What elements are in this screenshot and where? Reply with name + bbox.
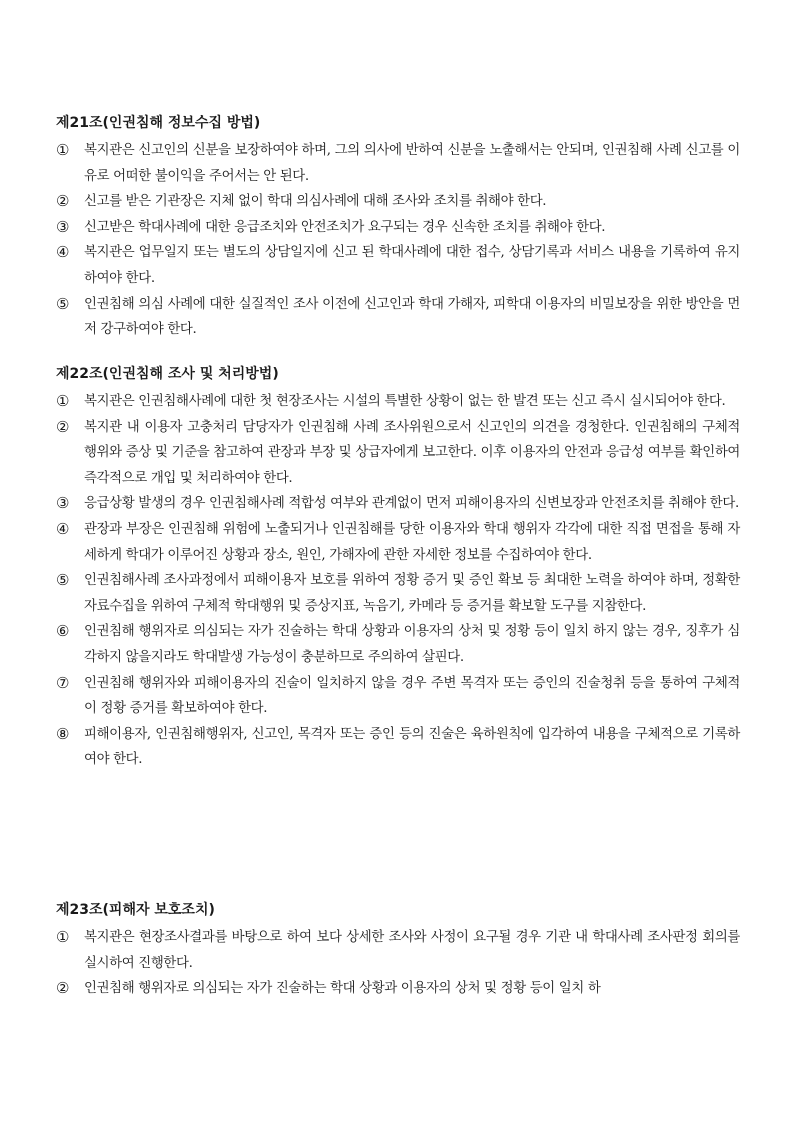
article-23 [56,900,740,1002]
list-item [56,491,740,517]
list-item [56,976,740,1002]
item-text: 피해이용자, 인권침해행위자, 신고인, 목격자 또는 증인 등의 진술은 육하원칙에 입각하여 내용을 구체적으로 기록하여야 한다. [84,726,740,768]
item-number: ③ [56,217,70,236]
item-text: 복지관은 현장조사결과를 바탕으로 하여 보다 상세한 조사와 사정이 요구될 경우 기관 내 학대사례 조사판정 회의를 실시하여 진행한다. [84,930,740,971]
list-item [56,138,740,189]
list-item [56,215,740,241]
item-number: ① [56,928,70,946]
item-number: ⑦ [56,673,70,692]
item-text: 관장과 부장은 인권침해 위험에 노출되거나 인권침해를 당한 이용자와 학대 행위자 각각에 대한 직접 면접을 통해 자세하게 학대가 이루어진 상황과 장소, 원인, 가해자에 관한 자세한 정보를 수집하여야 한다. [84,521,740,563]
list-item [56,722,740,773]
list-item [56,415,740,492]
list-item [56,925,740,976]
article-22 [56,364,740,773]
item-text: 인권침해 행위자로 의심되는 자가 진술하는 학대 상황과 이용자의 상처 및 정황 등이 일치 하 [84,981,601,997]
item-text: 복지관은 업무일지 또는 별도의 상담일지에 신고 된 학대사례에 대한 접수, 상담기록과 서비스 내용을 기록하여 유지하여야 한다. [84,245,740,286]
list-item [56,671,740,722]
item-number: ② [56,192,70,211]
item-text: 응급상황 발생의 경우 인권침해사례 적합성 여부와 관계없이 먼저 피해이용자의 신변보장과 안전조치를 취해야 한다. [84,496,739,512]
item-text: 신고받은 학대사례에 대한 응급조치와 안전조치가 요구되는 경우 신속한 조치를 취해야 한다. [84,219,606,235]
item-text: 복지관은 인권침해사례에 대한 첫 현장조사는 시설의 특별한 상황이 없는 한 발견 또는 신고 즉시 실시되어야 한다. [84,394,726,409]
item-text: 복지관은 신고인의 신분을 보장하여야 하며, 그의 의사에 반하여 신분을 노출해서는 안되며, 인권침해 사례 신고를 이유로 어떠한 불이익을 주어서는 안 된다. [84,143,740,184]
item-text: 인권침해사례 조사과정에서 피해이용자 보호를 위하여 정황 증거 및 증인 확보 등 최대한 노력을 하여야 하며, 정확한 자료수집을 위하여 구체적 학대행위 및 증상지표, 녹음기, 카메라 등 증거를 확보할 도구를 지참한다. [84,573,740,614]
item-number: ⑤ [56,294,70,313]
article-21 [56,113,740,343]
item-number: ⑤ [56,571,70,590]
item-number: ③ [56,494,70,513]
item-number: ⑥ [56,622,70,641]
item-number: ① [56,141,70,159]
item-text: 인권침해 행위자와 피해이용자의 진술이 일치하지 않을 경우 주변 목격자 또는 증인의 진술청취 등을 통하여 구체적이 정황 증거를 확보하여야 한다. [84,675,740,717]
item-text: 신고를 받은 기관장은 지체 없이 학대 의심사례에 대해 조사와 조치를 취해야 한다. [84,194,547,210]
item-number: ④ [56,519,70,538]
item-number: ⑧ [56,724,70,743]
item-number: ① [56,392,70,410]
list-item [56,568,740,619]
list-item [56,189,740,215]
item-number: ② [56,979,70,998]
item-number: ② [56,417,70,436]
list-item [56,240,740,291]
article-heading: 제21조(인권침해 정보수집 방법) [56,115,261,131]
item-number: ④ [56,243,70,262]
article-heading: 제22조(인권침해 조사 및 처리방법) [56,366,279,382]
article-heading: 제23조(피해자 보호조치) [56,902,215,918]
list-item [56,389,740,415]
list-item [56,292,740,343]
item-text: 복지관 내 이용자 고충처리 담당자가 인권침해 사례 조사위원으로서 신고인의 의견을 경청한다. 인권침해의 구체적 행위와 증상 및 기준을 참고하여 관장과 부장 및 상급자에게 보고한다. 이후 이용자의 안전과 응급성 여부를 확인하여 즉각적으로 개입 및 처리하여야 한다. [84,419,740,486]
list-item [56,619,740,670]
list-item [56,517,740,568]
item-text: 인권침해 의심 사례에 대한 실질적인 조사 이전에 신고인과 학대 가해자, 피학대 이용자의 비밀보장을 위한 방안을 먼저 강구하여야 한다. [84,296,740,338]
item-text: 인권침해 행위자로 의심되는 자가 진술하는 학대 상황과 이용자의 상처 및 정황 등이 일치 하지 않는 경우, 징후가 심각하지 않을지라도 학대발생 가능성이 충분하므로 주의하여 살핀다. [84,624,740,665]
